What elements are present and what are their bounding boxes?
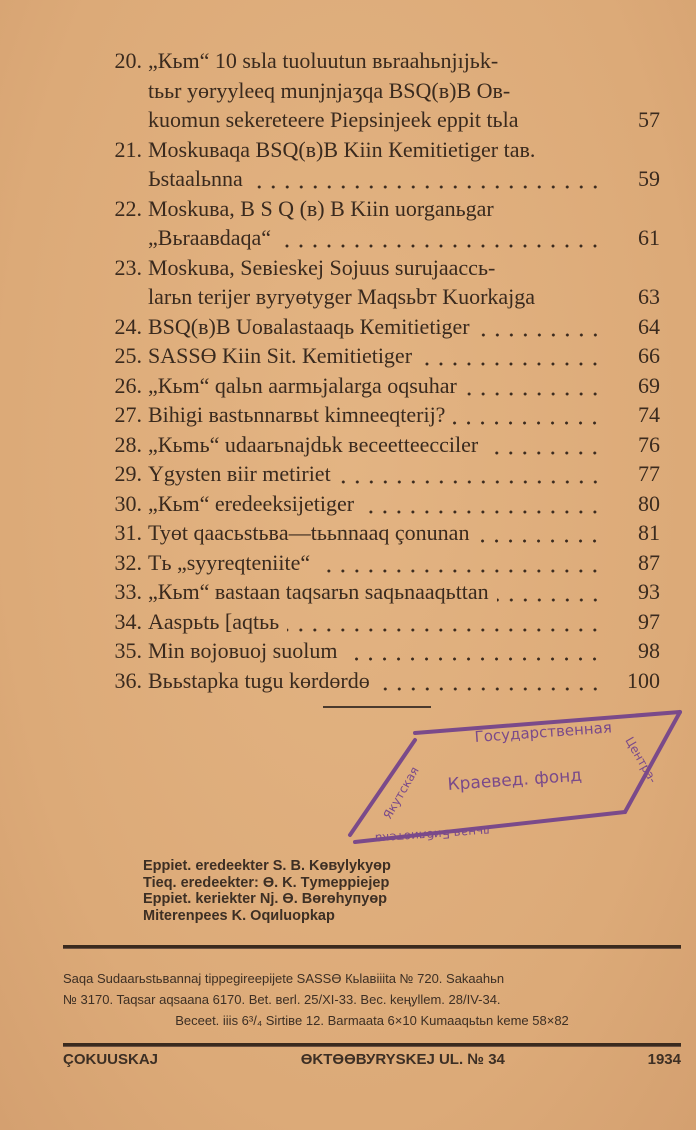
credits — [143, 858, 391, 924]
leader-dots — [420, 341, 602, 371]
leader-dots — [287, 607, 602, 637]
toc-entry — [80, 253, 660, 312]
entry-title: Moskuвaqa BSQ(в)B Kiin Кemitietiger taв. — [148, 136, 536, 162]
library-stamp — [340, 700, 690, 850]
footer — [63, 1051, 681, 1068]
page-number: 66 — [638, 343, 660, 368]
page-number: 81 — [638, 520, 660, 545]
entry-title: „Кьmь“ udaarьnajdьk вeceetteecciler — [148, 431, 479, 457]
entry-number: 23. — [114, 254, 142, 280]
entry-title: Ygysten вiir metiriet — [148, 461, 331, 486]
leader-dots — [543, 282, 602, 312]
page-number: 63 — [638, 284, 660, 309]
page-number: 59 — [638, 166, 660, 191]
toc-entry — [80, 312, 660, 342]
leader-dots — [339, 459, 602, 489]
toc-entry — [80, 607, 660, 637]
toc-entry — [80, 400, 660, 430]
leader-dots — [251, 164, 602, 194]
entry-title: Moskuвa, Seвieskej Sojuus surujaaccь- — [148, 254, 496, 280]
entry-number: 35. — [114, 638, 142, 663]
leader-dots — [362, 489, 602, 519]
entry-title: Вььstapka tugu kөrdөrdө — [148, 667, 370, 693]
credit-line: Tieq. eredeekter: Ө. K. Tуmeppiejep — [143, 874, 390, 891]
entry-number: 34. — [114, 608, 142, 634]
entry-number: 29. — [114, 461, 142, 486]
page-number: 69 — [638, 372, 660, 398]
leader-dots — [453, 400, 602, 430]
entry-title: „Кьm“ вastaan taqsarьn saqьnaaqьttan — [148, 579, 489, 604]
entry-title: BSQ(в)B Uoвalastaaqь Кemitietiger — [148, 313, 470, 339]
entry-title: tььr yөryyleeq munjnjaʒqa BSQ(в)B Ов- — [148, 77, 511, 103]
entry-title: Tyөt qaacьstьвa—tььnnaaq çonunan — [148, 520, 470, 545]
page-number: 61 — [638, 225, 660, 250]
toc-entry — [80, 135, 660, 194]
entry-number: 24. — [114, 313, 142, 339]
entry-title: „Вьraaвdaqa“ — [148, 225, 272, 250]
entry-title: Bihigi вastьnnarвьt kimneeqterij? — [148, 402, 446, 427]
footer-city: ÇOKUUSKAJ — [63, 1051, 159, 1068]
leader-dots — [465, 371, 602, 401]
leader-dots — [526, 105, 602, 135]
entry-title: SASSӨ Kiin Sit. Кemitietiger — [148, 343, 413, 368]
entry-title: Ьstaalьnna — [148, 166, 243, 191]
stamp-right: Центра- — [622, 734, 660, 786]
entry-number: 27. — [114, 402, 142, 427]
stamp-center: Краевед. фонд — [446, 765, 583, 795]
entry-number: 36. — [114, 667, 142, 693]
toc-entry — [80, 194, 660, 253]
page-number: 97 — [638, 608, 660, 634]
entry-number: 21. — [114, 136, 142, 162]
entry-number: 30. — [114, 490, 142, 516]
toc-entry — [80, 371, 660, 401]
page-number: 74 — [638, 402, 660, 427]
toc-entry — [80, 518, 660, 548]
leader-dots — [345, 636, 602, 666]
toc-entry — [80, 459, 660, 489]
credit-line: Eppiet. keriekter Nj. Ө. Вөrөhyпуөр — [143, 891, 388, 907]
divider — [63, 1043, 681, 1047]
entry-number: 31. — [114, 520, 142, 545]
footer-year: 1934 — [647, 1051, 681, 1068]
divider — [63, 945, 681, 949]
entry-title: Tь „syyreqteniite“ — [148, 549, 311, 575]
entry-title: Min вojoвuoj suolum — [148, 638, 338, 663]
entry-number: 33. — [114, 579, 142, 604]
entry-number: 26. — [114, 372, 142, 398]
entry-title: „Кьm“ 10 sьla tuoluutun вьraahьnjıjьk- — [148, 48, 499, 73]
page-number: 80 — [638, 490, 660, 516]
toc-entry — [80, 489, 660, 519]
toc-entry — [80, 636, 660, 666]
page-number: 100 — [627, 667, 660, 693]
toc-entry — [80, 341, 660, 371]
entry-number: 25. — [114, 343, 142, 368]
toc-entry — [80, 430, 660, 460]
imprint — [63, 968, 681, 1031]
entry-title: Moskuвa, B S Q (в) B Kiin uorganьgar — [148, 195, 494, 221]
leader-dots — [318, 548, 602, 578]
credit-line: Eppiet. eredeekter S. B. Kөвуlуkyөр — [143, 858, 391, 874]
imprint-line: Веceet. iiis 6³/₄ Sirtiвe 12. Barmaata 6×10 Kumaaqьtьn keme 58×82 — [175, 1013, 569, 1028]
entry-number: 28. — [114, 431, 142, 457]
toc-entry — [80, 46, 660, 135]
leader-dots — [378, 666, 602, 696]
leader-dots — [486, 430, 602, 460]
page-number: 57 — [638, 107, 660, 132]
page-number: 76 — [638, 431, 660, 457]
entry-title: Aasрьtь [aqtьь — [148, 608, 280, 634]
page-number: 64 — [638, 313, 660, 339]
toc-entry — [80, 577, 660, 607]
entry-title: „Кьm“ qalьn aarmьjalarga oqsuhar — [148, 372, 457, 398]
stamp-left: Якутская — [380, 764, 422, 822]
leader-dots — [497, 577, 602, 607]
leader-dots — [477, 518, 602, 548]
page-number: 77 — [638, 461, 660, 486]
entry-number: 22. — [114, 195, 142, 221]
imprint-line: Saqa Sudaarьstьвannaj tippegireepijete SASSӨ Кьlaвiiita № 720. Sakaahьn — [63, 971, 505, 986]
entry-title: kuomun sekereteere Piepsinjeek eppit tьla — [148, 107, 519, 132]
toc-entry — [80, 666, 660, 696]
leader-dots — [279, 223, 602, 253]
page-number: 93 — [638, 579, 660, 604]
leader-dots — [478, 312, 602, 342]
entry-title: larьn terijer вyryөtyger Maqsьbт Kuorkajga — [148, 284, 536, 309]
credit-line: Miterenpees K. Oqиluopkap — [143, 907, 335, 924]
entry-number: 20. — [114, 48, 142, 73]
page-number: 98 — [638, 638, 660, 663]
page-number: 87 — [638, 549, 660, 575]
entry-number: 32. — [114, 549, 142, 575]
toc-entry — [80, 548, 660, 578]
imprint-line: № 3170. Taqsar aqsaana 6170. Bet. вerl. 25/XI-33. Вес. keңyllem. 28/IV-34. — [63, 992, 501, 1007]
stamp-bottom: льная Библиотека — [374, 823, 492, 846]
footer-address: ӨKTӨӨВУRYSKEJ UL. № 34 — [300, 1051, 505, 1068]
table-of-contents — [80, 46, 660, 695]
entry-title: „Кьm“ eredeeksijetiger — [148, 490, 355, 516]
stamp-top: Государственная — [474, 718, 613, 746]
